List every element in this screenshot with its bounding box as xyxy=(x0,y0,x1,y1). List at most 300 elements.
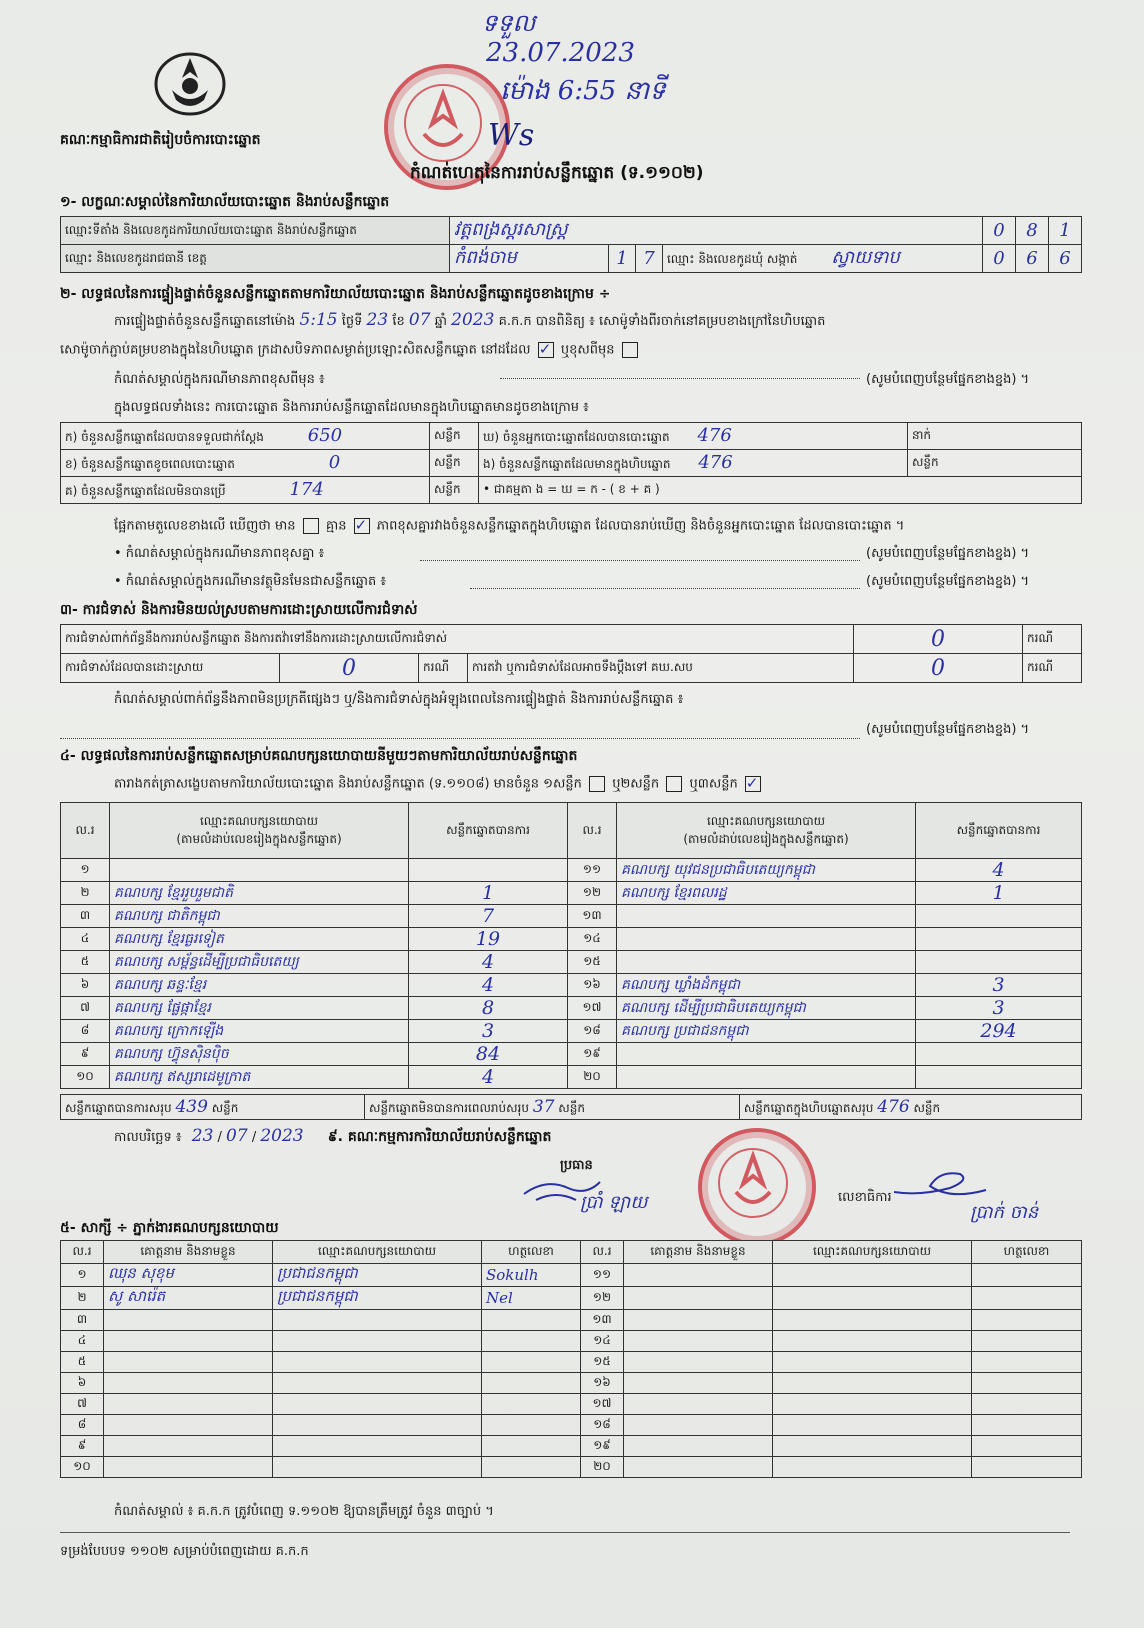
w-col-name-right: គោត្តនាម និងនាមខ្លួន xyxy=(624,1241,773,1264)
w-right-party xyxy=(773,1287,972,1310)
discrepancy-no-label: គ្មាន xyxy=(325,518,347,534)
left-votes: 3 xyxy=(409,1020,568,1043)
w-right-sign xyxy=(972,1287,1082,1310)
right-party: គណបក្ស ខ្មែរពលរដ្ឋ xyxy=(617,882,916,905)
right-votes xyxy=(916,928,1082,951)
count-c-unit: សន្លឹក xyxy=(430,477,479,504)
section1-title: ១- លក្ខណៈសម្គាល់នៃការិយាល័យបោះឆ្នោត និងរាប់សន្លឹកឆ្នោត xyxy=(60,194,390,210)
total-valid-unit: សន្លឹក xyxy=(211,1100,239,1115)
count-b-unit: សន្លឹក xyxy=(430,450,479,477)
w-left-sign xyxy=(482,1436,581,1457)
sheets-2-label: ឬ២សន្លឹក xyxy=(612,776,660,792)
right-party xyxy=(617,1043,916,1066)
left-no: ៣ xyxy=(61,905,110,928)
w-right-name xyxy=(624,1394,773,1415)
w-left-party xyxy=(273,1436,482,1457)
w-left-sign xyxy=(482,1373,581,1394)
w-left-party xyxy=(273,1310,482,1331)
right-votes xyxy=(916,905,1082,928)
form-title: កំណត់ហេតុនៃការរាប់សន្លឹកឆ្នោត (ទ.១១០២) xyxy=(410,163,704,183)
witness-row xyxy=(61,1394,1082,1415)
w-right-name xyxy=(624,1331,773,1352)
province-code-2: 7 xyxy=(636,245,663,273)
w-left-no: ៩ xyxy=(61,1436,104,1457)
right-votes: 4 xyxy=(916,859,1082,882)
emblem-logo xyxy=(150,48,230,120)
left-votes: 7 xyxy=(409,905,568,928)
w-left-no: ៧ xyxy=(61,1394,104,1415)
total-invalid-cell xyxy=(365,1095,740,1120)
right-votes: 294 xyxy=(916,1020,1082,1043)
w-right-name xyxy=(624,1436,773,1457)
right-votes: 3 xyxy=(916,997,1082,1020)
right-no: ១៨ xyxy=(568,1020,617,1043)
left-party: គណបក្ស សម្ព័ន្ធដើម្បីប្រជាធិបតេយ្យ xyxy=(110,951,409,974)
w-left-name xyxy=(104,1352,273,1373)
verify-desc: គ.ក.ក បានពិនិត្យ ៖ សោម៉ូទាំងពីរចាក់នៅគម្របខាងក្រៅនៃហិបឆ្នោត xyxy=(498,314,826,329)
resolved-value xyxy=(280,654,419,683)
total-valid-label: សន្លឹកឆ្នោតបានការសរុប xyxy=(65,1100,172,1115)
count-c-value: 174 xyxy=(289,479,324,500)
w-right-no: ២០ xyxy=(581,1457,624,1478)
location-code-3: 1 xyxy=(1049,217,1082,245)
results-totals xyxy=(60,1094,1082,1120)
w-left-sign: Nel xyxy=(482,1287,581,1310)
commune-cell xyxy=(663,245,983,273)
w-right-no: ១៧ xyxy=(581,1394,624,1415)
commune-code-1: 0 xyxy=(983,245,1016,273)
w-left-no: ១០ xyxy=(61,1457,104,1478)
secretary-label: លេខាធិការ xyxy=(838,1190,892,1205)
w-left-no: ២ xyxy=(61,1287,104,1310)
right-no: ១៤ xyxy=(568,928,617,951)
count-a-label: ក) ចំនួនសន្លឹកឆ្នោតដែលបានទទួលជាក់ស្តែង xyxy=(65,430,264,444)
chair-name: ប្រាំ ឡាយ xyxy=(580,1192,648,1213)
footer-text: ទម្រង់បែបបទ ១១០២ សម្រាប់បំពេញដោយ គ.ក.ក xyxy=(60,1544,309,1559)
left-no: ៧ xyxy=(61,997,110,1020)
left-votes: 4 xyxy=(409,951,568,974)
w-right-party xyxy=(773,1352,972,1373)
w-right-name xyxy=(624,1373,773,1394)
resolved-count: 0 xyxy=(342,655,356,681)
left-party: គណបក្ស ជាតិកម្ពុជា xyxy=(110,905,409,928)
verify-year-label: ឆ្នាំ xyxy=(434,314,448,329)
left-party: គណបក្ស ឥស្សរាដេមូក្រាត xyxy=(110,1066,409,1089)
w-left-party xyxy=(273,1331,482,1352)
seal-diff-label: ឬខុសពីមុន xyxy=(560,342,615,358)
left-party xyxy=(110,859,409,882)
w-left-party xyxy=(273,1457,482,1478)
authority-name: គណៈកម្មាធិការជាតិរៀបចំការបោះឆ្នោត xyxy=(60,132,261,148)
count-a-unit: សន្លឹក xyxy=(430,423,479,450)
location-code-2: 8 xyxy=(1016,217,1049,245)
date-day: 23 xyxy=(191,1126,214,1146)
w-left-sign xyxy=(482,1310,581,1331)
secretary-name: ប្រាក់ ចាន់ xyxy=(970,1202,1039,1223)
count-formula: • ជាគម្មតា ង = ឃ = ក - ( ខ + គ ) xyxy=(479,477,1082,504)
w-left-party xyxy=(273,1415,482,1436)
verify-month-label: ខែ xyxy=(392,314,405,329)
w-right-name xyxy=(624,1352,773,1373)
right-party: គណបក្ស ឃ្លាំងដំកម្ពុជា xyxy=(617,974,916,997)
left-no: ៨ xyxy=(61,1020,110,1043)
left-no: ៩ xyxy=(61,1043,110,1066)
w-left-party xyxy=(273,1352,482,1373)
w-left-name xyxy=(104,1310,273,1331)
witness-row xyxy=(61,1310,1082,1331)
results-row xyxy=(61,1020,1082,1043)
received-note: ទទួល xyxy=(482,9,536,37)
verify-line-2 xyxy=(60,342,641,359)
count-e-value: 476 xyxy=(698,452,733,473)
commune-code-2: 6 xyxy=(1016,245,1049,273)
left-no: ៤ xyxy=(61,928,110,951)
w-right-sign xyxy=(972,1264,1082,1287)
objections-unit: ករណី xyxy=(1023,625,1082,654)
section5-title: ៥- សាក្សី ÷ ភ្នាក់ងារគណបក្សនយោបាយ xyxy=(60,1220,279,1236)
note3: • កំណត់សម្គាល់ក្នុងករណីមានវត្ថុមិនមែនជាសន្លឹកឆ្នោត ៖ xyxy=(114,574,387,589)
w-left-sign: Sokulh xyxy=(482,1264,581,1287)
witness-row xyxy=(61,1264,1082,1287)
col-party-right-title: ឈ្មោះគណបក្សនយោបាយ xyxy=(706,813,826,828)
discrepancy-line xyxy=(114,518,904,535)
note3-dots xyxy=(470,588,860,589)
note2-dots xyxy=(420,560,860,561)
col-votes-right: សន្លឹកឆ្នោតបានការ xyxy=(916,803,1082,859)
w-right-no: ១៩ xyxy=(581,1436,624,1457)
count-b-label: ខ) ចំនួនសន្លឹកឆ្នោតខូចពេលបោះឆ្នោត xyxy=(65,457,235,471)
w-right-sign xyxy=(972,1331,1082,1352)
witness-table xyxy=(60,1240,1082,1478)
w-left-party xyxy=(273,1394,482,1415)
count-a-value: 650 xyxy=(307,425,343,446)
summary-sheets-line xyxy=(114,776,764,793)
results-row xyxy=(61,997,1082,1020)
appeal-label: ការតវ៉ា ឬការជំទាស់ដែលអាចទឹងប្តឹងទៅ គឃ.សប xyxy=(468,654,854,683)
w-right-name xyxy=(624,1415,773,1436)
objections-value xyxy=(854,625,1023,654)
w-right-no: ១៥ xyxy=(581,1352,624,1373)
verify-day: 23 xyxy=(366,310,389,330)
w-right-no: ១៨ xyxy=(581,1415,624,1436)
date-month: 07 xyxy=(226,1126,248,1146)
count-c-label: គ) ចំនួនសន្លឹកឆ្នោតដែលមិនបានប្រើ xyxy=(65,484,226,498)
w-right-sign xyxy=(972,1457,1082,1478)
left-votes: 19 xyxy=(409,928,568,951)
results-row xyxy=(61,882,1082,905)
col-votes-left: សន្លឹកឆ្នោតបានការ xyxy=(409,803,568,859)
total-box-cell xyxy=(739,1095,1081,1120)
date-line: កាលបរិច្ឆេទ ៖ 23 / 07 / 2023 ៩. គណៈកម្មការការិយាល័យរាប់សន្លឹកឆ្នោត xyxy=(114,1126,552,1146)
w-left-sign xyxy=(482,1457,581,1478)
note1-fill-more: (សូមបំពេញបន្ថែមផ្នែកខាងខ្នង) ។ xyxy=(866,372,1030,387)
w-left-name xyxy=(104,1436,273,1457)
results-row xyxy=(61,905,1082,928)
right-votes xyxy=(916,1043,1082,1066)
left-no: ១ xyxy=(61,859,110,882)
col-party-left-title: ឈ្មោះគណបក្សនយោបាយ xyxy=(199,813,319,828)
verify-day-label: ថ្ងៃទី xyxy=(341,314,363,329)
count-d-unit: នាក់ xyxy=(908,423,1082,450)
w-col-name-left: គោត្តនាម និងនាមខ្លួន xyxy=(104,1241,273,1264)
right-no: ១៧ xyxy=(568,997,617,1020)
sheets-1-checkbox[interactable] xyxy=(589,776,605,792)
w-col-sign-right: ហត្ថលេខា xyxy=(972,1241,1082,1264)
w-col-party-right: ឈ្មោះគណបក្សនយោបាយ xyxy=(773,1241,972,1264)
location-code-1: 0 xyxy=(983,217,1016,245)
w-left-sign xyxy=(482,1394,581,1415)
official-stamp-bottom xyxy=(698,1128,816,1246)
seal-status-text: សោម៉ូចាក់ភ្ជាប់គម្របខាងក្នុងនៃហិបឆ្នោត ក្រដាសបិទភាពសម្ងាត់ប្រឡោះសិតសន្លឹកឆ្នោត នៅដដែល xyxy=(60,342,531,358)
w-right-no: ១៤ xyxy=(581,1331,624,1352)
right-party: គណបក្ស ដើម្បីប្រជាធិបតេយ្យកម្ពុជា xyxy=(617,997,916,1020)
w-right-no: ១១ xyxy=(581,1264,624,1287)
objections-label: ការជំទាស់ពាក់ព័ន្ធនឹងការរាប់សន្លឹកឆ្នោត និងការតវ៉ាទៅនឹងការដោះស្រាយលើការជំទាស់ xyxy=(61,625,854,654)
appeal-unit: ករណី xyxy=(1023,654,1082,683)
footnote: កំណត់សម្គាល់ ៖ គ.ក.ក ត្រូវបំពេញ ទ.១១០២ ឱ្យបានត្រឹមត្រូវ ចំនួន ៣ច្បាប់ ។ xyxy=(114,1504,494,1519)
sheets-3-label: ឬ៣សន្លឹក xyxy=(689,776,738,792)
witness-row xyxy=(61,1287,1082,1310)
w-right-sign xyxy=(972,1415,1082,1436)
count-d-value: 476 xyxy=(697,425,732,446)
verify-line-1 xyxy=(114,312,825,330)
results-row xyxy=(61,974,1082,997)
w-col-no-left: ល.រ xyxy=(61,1241,104,1264)
left-no: ៥ xyxy=(61,951,110,974)
received-time: ម៉ោង 6:55 នាទី xyxy=(500,76,666,106)
w-left-sign xyxy=(482,1415,581,1436)
col-no-right: ល.រ xyxy=(568,803,617,859)
total-invalid: 37 xyxy=(532,1096,555,1117)
right-votes: 3 xyxy=(916,974,1082,997)
right-no: ១៦ xyxy=(568,974,617,997)
left-party: គណបក្ស ខ្មែររួបរួមជាតិ xyxy=(110,882,409,905)
count-b-cell xyxy=(61,450,430,477)
objections-note-dots xyxy=(60,738,860,739)
w-right-sign xyxy=(972,1394,1082,1415)
w-left-name xyxy=(104,1394,273,1415)
total-invalid-label: សន្លឹកឆ្នោតមិនបានការពេលរាប់សរុប xyxy=(369,1100,529,1115)
commune-label: ឈ្មោះ និងលេខកូដឃុំ សង្កាត់ xyxy=(667,252,798,266)
w-left-sign xyxy=(482,1352,581,1373)
witness-row xyxy=(61,1352,1082,1373)
total-box-unit: សន្លឹក xyxy=(913,1100,941,1115)
w-left-no: ៦ xyxy=(61,1373,104,1394)
appeal-count: 0 xyxy=(931,655,945,681)
appeal-value xyxy=(854,654,1023,683)
count-a-cell xyxy=(61,423,430,450)
w-right-name xyxy=(624,1264,773,1287)
resolved-unit: ករណី xyxy=(419,654,468,683)
left-party: គណបក្ស ក្រោកឡើង xyxy=(110,1020,409,1043)
right-party: គណបក្ស ប្រជាជនកម្ពុជា xyxy=(617,1020,916,1043)
w-right-party xyxy=(773,1373,972,1394)
w-right-party xyxy=(773,1331,972,1352)
section2-title: ២- លទ្ធផលនៃការផ្ទៀងផ្ទាត់ចំនួនសន្លឹកឆ្នោតតាមការិយាល័យបោះឆ្នោត និងរាប់សន្លឹកឆ្នោតដូចខាងក្រោម ÷ xyxy=(60,286,611,302)
results-row xyxy=(61,928,1082,951)
results-row xyxy=(61,951,1082,974)
left-party: គណបក្ស ផ្លែផ្កាខ្មែរ xyxy=(110,997,409,1020)
counts-table xyxy=(60,422,1082,504)
results-table xyxy=(60,802,1082,1089)
w-left-name xyxy=(104,1373,273,1394)
count-e-unit: សន្លឹក xyxy=(908,450,1082,477)
section4-title: ៤- លទ្ធផលនៃការរាប់សន្លឹកឆ្នោតសម្រាប់គណបក្សនយោបាយនីមួយៗតាមការិយាល័យរាប់សន្លឹកឆ្នោត xyxy=(60,748,578,764)
seal-diff-checkbox[interactable] xyxy=(622,342,638,358)
section3-title: ៣- ការជំទាស់ និងការមិនយល់ស្របតាមការដោះស្រាយលើការជំទាស់ xyxy=(60,602,418,618)
right-votes: 1 xyxy=(916,882,1082,905)
right-party: គណបក្ស យុវជនប្រជាធិបតេយ្យកម្ពុជា xyxy=(617,859,916,882)
counts-intro: ក្នុងលទ្ធផលទាំងនេះ ការបោះឆ្នោត និងការរាប់សន្លឹកឆ្នោតដែលមានក្នុងហិបឆ្នោតមានដូចខាងក្រោម ៖ xyxy=(114,400,589,415)
results-row xyxy=(61,1066,1082,1089)
w-left-no: ១ xyxy=(61,1264,104,1287)
w-right-name xyxy=(624,1287,773,1310)
w-right-sign xyxy=(972,1373,1082,1394)
province-code-1: 1 xyxy=(609,245,636,273)
right-no: ១១ xyxy=(568,859,617,882)
province-label: ឈ្មោះ និងលេខកូដរាជធានី ខេត្ត xyxy=(61,245,450,273)
verify-time: 5:15 xyxy=(299,310,338,330)
col-party-left-sub: (តាមលំដាប់លេខរៀងក្នុងសន្លឹកឆ្នោត) xyxy=(176,831,342,846)
location-label: ឈ្មោះទីតាំង និងលេខកូដការិយាល័យបោះឆ្នោត និងរាប់សន្លឹកឆ្នោត xyxy=(61,217,450,245)
witness-row xyxy=(61,1373,1082,1394)
w-right-party xyxy=(773,1264,972,1287)
w-left-sign xyxy=(482,1331,581,1352)
right-no: ១២ xyxy=(568,882,617,905)
witness-row xyxy=(61,1457,1082,1478)
left-votes: 8 xyxy=(409,997,568,1020)
left-votes xyxy=(409,859,568,882)
sheets-3-checkbox[interactable] xyxy=(745,776,761,792)
note2-fill-more: (សូមបំពេញបន្ថែមផ្នែកខាងខ្នង) ។ xyxy=(866,546,1030,561)
verify-time-label: ការផ្ទៀងផ្ទាត់ចំនួនសន្លឹកឆ្នោតនៅម៉ោង xyxy=(114,314,296,329)
verify-month: 07 xyxy=(408,310,431,330)
left-no: ២ xyxy=(61,882,110,905)
w-left-party: ប្រជាជនកម្ពុជា xyxy=(273,1264,482,1287)
discrepancy-yes-checkbox[interactable] xyxy=(303,518,319,534)
right-party xyxy=(617,928,916,951)
footer-rule xyxy=(60,1532,1070,1533)
w-left-name: ឈុន សុខុម xyxy=(104,1264,273,1287)
w-left-party: ប្រជាជនកម្ពុជា xyxy=(273,1287,482,1310)
total-invalid-unit: សន្លឹក xyxy=(558,1100,585,1115)
total-box-label: សន្លឹកឆ្នោតក្នុងហិបឆ្នោតសរុប xyxy=(743,1100,874,1115)
committee-title: ៩. គណៈកម្មការការិយាល័យរាប់សន្លឹកឆ្នោត xyxy=(327,1129,552,1145)
signature-initials: Ws xyxy=(488,118,535,153)
count-e-label: ង) ចំនួនសន្លឹកឆ្នោតដែលមានក្នុងហិបឆ្នោត xyxy=(483,457,671,471)
w-left-no: ៣ xyxy=(61,1310,104,1331)
discrepancy-desc: ភាពខុសគ្នារវាងចំនួនសន្លឹកឆ្នោតក្នុងហិបឆ្នោត ដែលបានរាប់ឃើញ និងចំនួនអ្នកបោះឆ្នោត ដែលបានបោះឆ្នោត ។ xyxy=(376,518,905,534)
total-valid-cell xyxy=(61,1095,365,1120)
right-votes xyxy=(916,951,1082,974)
date-year: 2023 xyxy=(260,1126,304,1146)
w-left-no: ៥ xyxy=(61,1352,104,1373)
w-right-party xyxy=(773,1394,972,1415)
left-no: ១០ xyxy=(61,1066,110,1089)
w-right-name xyxy=(624,1457,773,1478)
objections-table xyxy=(60,624,1082,683)
left-votes: 1 xyxy=(409,882,568,905)
col-party-right-sub: (តាមលំដាប់លេខរៀងក្នុងសន្លឹកឆ្នោត) xyxy=(683,831,849,846)
w-left-name xyxy=(104,1331,273,1352)
left-no: ៦ xyxy=(61,974,110,997)
right-no: ១៥ xyxy=(568,951,617,974)
right-no: ១៣ xyxy=(568,905,617,928)
witness-row xyxy=(61,1436,1082,1457)
left-party: គណបក្ស ឆន្ទៈខ្មែរ xyxy=(110,974,409,997)
w-right-sign xyxy=(972,1436,1082,1457)
note1-dots xyxy=(500,378,860,379)
objections-note: កំណត់សម្គាល់ពាក់ព័ន្ធនឹងភាពមិនប្រក្រតីផ្សេងៗ ឬ/និងការជំទាស់ក្នុងអំឡុងពេលនៃការផ្ទៀងផ្ទាត់ និងការរាប់សន្លឹកឆ្នោត ៖ xyxy=(114,692,684,707)
w-right-party xyxy=(773,1457,972,1478)
w-col-sign-left: ហត្ថលេខា xyxy=(482,1241,581,1264)
resolved-label: ការជំទាស់ដែលបានដោះស្រាយ xyxy=(61,654,280,683)
w-left-name xyxy=(104,1415,273,1436)
right-no: ១៩ xyxy=(568,1043,617,1066)
right-no: ២០ xyxy=(568,1066,617,1089)
sheets-2-checkbox[interactable] xyxy=(666,776,682,792)
w-left-name xyxy=(104,1457,273,1478)
discrepancy-label: ផ្អែកតាមតួលេខខាងលើ ឃើញថា មាន xyxy=(114,518,296,534)
province-name: កំពង់ចាម xyxy=(450,245,609,273)
w-left-no: ៨ xyxy=(61,1415,104,1436)
witness-row xyxy=(61,1415,1082,1436)
left-votes: 84 xyxy=(409,1043,568,1066)
commune-code-3: 6 xyxy=(1049,245,1082,273)
col-no-left: ល.រ xyxy=(61,803,110,859)
left-party: គណបក្ស ហ៊្វុនស៊ិនប៉ិច xyxy=(110,1043,409,1066)
note3-fill-more: (សូមបំពេញបន្ថែមផ្នែកខាងខ្នង) ។ xyxy=(866,574,1030,589)
w-right-no: ១៣ xyxy=(581,1310,624,1331)
w-right-no: ១២ xyxy=(581,1287,624,1310)
seal-same-checkbox[interactable] xyxy=(538,342,554,358)
witness-row xyxy=(61,1331,1082,1352)
count-d-label: ឃ) ចំនួនអ្នកបោះឆ្នោតដែលបានបោះឆ្នោត xyxy=(483,430,670,444)
location-name: វត្តពង្រស្តរសាស្ត្រ xyxy=(450,217,983,245)
note2: • កំណត់សម្គាល់ក្នុងករណីមានភាពខុសគ្នា ៖ xyxy=(114,546,325,561)
note1: កំណត់សម្គាល់ក្នុងករណីមានភាពខុសពីមុន ៖ xyxy=(114,372,325,387)
w-col-party-left: ឈ្មោះគណបក្សនយោបាយ xyxy=(273,1241,482,1264)
count-d-cell xyxy=(479,423,908,450)
results-row xyxy=(61,1043,1082,1066)
chair-label: ប្រធាន xyxy=(560,1158,593,1173)
right-party xyxy=(617,905,916,928)
commune-name: ស្វាយទាប xyxy=(831,247,900,268)
objections-fill-more: (សូមបំពេញបន្ថែមផ្នែកខាងខ្នង) ។ xyxy=(866,722,1030,737)
received-date: 23.07.2023 xyxy=(486,38,635,68)
results-row xyxy=(61,859,1082,882)
total-box: 476 xyxy=(877,1096,910,1117)
left-party: គណបក្ស ខ្មែរធ្ងរទៀត xyxy=(110,928,409,951)
w-right-party xyxy=(773,1415,972,1436)
count-b-value: 0 xyxy=(328,452,341,473)
right-party xyxy=(617,951,916,974)
count-c-cell xyxy=(61,477,430,504)
discrepancy-no-checkbox[interactable] xyxy=(354,518,370,534)
w-right-party xyxy=(773,1436,972,1457)
verify-year: 2023 xyxy=(451,310,495,330)
right-party xyxy=(617,1066,916,1089)
w-right-party xyxy=(773,1310,972,1331)
left-votes: 4 xyxy=(409,1066,568,1089)
left-votes: 4 xyxy=(409,974,568,997)
location-table xyxy=(60,216,1082,273)
w-right-no: ១៦ xyxy=(581,1373,624,1394)
w-left-party xyxy=(273,1373,482,1394)
summary-sheets-label: តារាងកត់ត្រាសង្ខេបតាមការិយាល័យបោះឆ្នោត និងរាប់សន្លឹកឆ្នោត (ទ.១១០៨) មានចំនួន ១សន្លឹក xyxy=(114,776,582,792)
w-right-sign xyxy=(972,1310,1082,1331)
date-label: កាលបរិច្ឆេទ ៖ xyxy=(114,1130,182,1145)
